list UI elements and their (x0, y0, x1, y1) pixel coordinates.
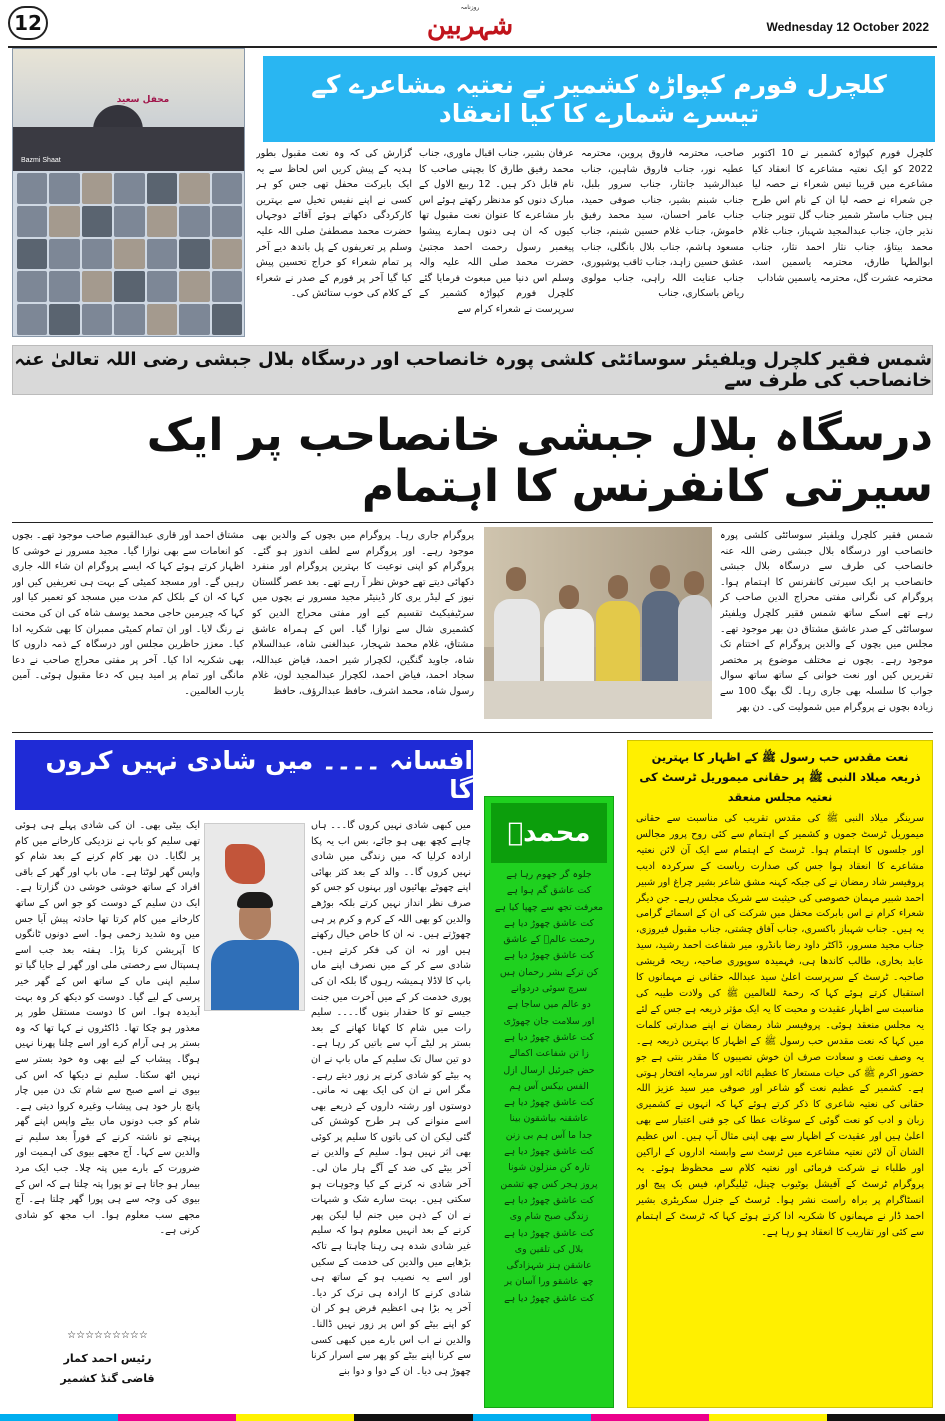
footer-color-bar (0, 1414, 945, 1421)
naat-poem-line: زندگی صبح شام وی (509, 1211, 589, 1223)
fiction-author: رئیس احمد کمار (63, 1352, 152, 1365)
naat-poem-title: محمدؐ (491, 803, 607, 863)
page-number: 12 (8, 6, 48, 40)
story2-bottom-rule (12, 732, 933, 733)
naat-poem-line: جدا ما آس ہم بی زنن (505, 1129, 593, 1141)
naat-poem-line: رحمت عالمؐ کے عاشق (503, 934, 595, 946)
naat-poem-line: تارہ کن منزلون شونا (508, 1162, 590, 1174)
naat-poem-line: کت عاشق چھوڑ دیا ہے (504, 1292, 594, 1304)
poster-mosque (13, 127, 244, 171)
naat-poem-line: چھ عاشقو ورا آسان یر (504, 1276, 594, 1288)
naat-poem-line: دو عالم میں ساجا ہے (507, 999, 591, 1011)
naat-poem-line: عاشقنہ بیاشقون بینا (509, 1113, 589, 1125)
naat-poem-line: کت عاشق چھوڑ دیا ہے (504, 1031, 594, 1043)
author-photo (204, 823, 305, 1011)
story2-column-2: پروگرام جاری رہا۔ پروگرام میں بچوں کے والدین بھی موجود رہے۔ اور پروگرام سے لطف اندوز ہو گئے۔ پروگرام کو اپنی نوعیت کا بہترین پروگرام اور منفرد دکھائی دیتے تھے خوش نظر آ رہے تھے۔ بعد عصر گلستان نیوز کے لیڈر یری کار ڈینیٹر مجید مسرور نے بچوں میں سرٹیفیکیٹ تقسیم کیے اور مفتی محراج الدین کو کشمیری شال سے نوازا گیا۔ اس کے ہمراہ عاشق مشتاق، غلام محمد شہجار، عبدالغنی شاہ، عبدالسلام شاہ، جاوید گنگین، لکچرار شیر احمد، فیاض عبداللہ، سجاد احمد، فیاض احمد، لکچرار عبدالمجید لون، غلام رسول شاہ، محمد اشرف، حافظ عبدالرؤف، حافظ (252, 530, 474, 697)
story2-rule (12, 522, 933, 523)
photo-hair (237, 892, 273, 908)
fiction-headline: افسانہ ۔۔۔۔ میں شادی نہیں کروں گا (15, 740, 473, 810)
fiction-column-1: میں کبھی شادی نہیں کروں گا۔۔۔ ہاں چاہے کچھ بھی ہو جائے، بس اب یہ پکا ارادہ کرلیا کہ میں زندگی میں شادی نہیں کروں گا۔۔ والد کے بعد کثر بھائی اپنے چھوٹے بھائیوں اور بہنوں کو جس کو صرف نظر انداز نہیں کرتے بلکہ بوڑھے والدین کو بھی اللہ کے کرم و کرم پر ہی چھوڑتے ہیں۔ نہ ان کا خاص خیال رکھتے ہیں اور نہ ان کی فکر کرتے ہیں۔ شادی سے کر کے میں نصرف اپنے ماں باپ کا لاڈلا ہمیشہ رہوں گا بلکہ ان کی پوری خدمت کر کے میں آخرت میں جنت جیسے تو کا حقدار بنوں گا۔۔۔۔ سلیم رات میں شام کا کھانا کھانے کے بعد بستر پر لیٹے آپ سے باتیں کر رہا ہے۔ دو تین سال تک سلیم کے ماں باپ نے ان پہ بیٹے کو شادی کرنے پر زور دیتے رہے۔ مگر اس نے ان کی ایک بھی نہ مانی۔ دوستوں اور رشتہ داروں کے ذریعے بھی اسے منوانے کی ہر طرح کوشش کی گئی لیکن ان کی باتوں کا سلیم پر کوئی بھی اثر نہیں ہوا۔ سلیم کے والدین نے آخر بیٹے کی ضد کے آگے ہار مان لی۔ آخر شادی نہ کرنے کے کیا وجوہات ہو سکتی ہیں۔ بہت سارے شک و شبہات نے ان کے ذہن میں جنم لیا لیکن پھر کرنے کے بعد انہیں معلوم ہوا کہ سلیم غیر شادی شدہ ہی رہنا چاہتا ہے تاکہ بڑھاپے میں والدین کی خدمت کے سکیں اور اسے یہ نصیب ہو کے ساتھ ہی شادی کرنے کا ارادہ ہی ترک کر دیا۔ آخر یہ بڑا ہی اعظیم فرض ہو کر ان کو اپنے بیٹے کو اس پر زور نہیں ڈالنا۔ والدین نے اب اس بارے میں کبھی کسی سے کرنا اپنے بیٹے کو پھر سے اسرار کرنا چھوڑ ہی دیا۔ ان کے دوا و دوا بنے (311, 820, 471, 1377)
naat-poem-line: جلوہ گر جھوم رہا ہے (506, 869, 592, 880)
naat-poem-line: کت عاشق چھوڑ دیا ہے (504, 1146, 594, 1158)
naat-poem-line: کت عاشق گم ہوا ہے (506, 885, 592, 897)
story1-headline: کلچرل فورم کپواڑہ کشمیر نے نعتیہ مشاعرے کے تیسرے شمارے کا کیا انعقاد (263, 56, 935, 142)
poster-title: محفل سعید (116, 95, 170, 105)
masthead (410, 4, 530, 44)
naat-poem-line: بلال کی تلقین وی (514, 1243, 584, 1255)
haqani-trust-headline: نعت مقدس حب رسول ﷺ کے اظہار کا بہترین ذریعہ میلاد النبی ﷺ پر حقانی میموریل ٹرسٹ کی نعتیہ مجلس منعقد (639, 750, 921, 804)
naat-poem-line: کت عاشق چھوڑ دیا ہے (504, 1097, 594, 1109)
naat-poem-line: معرفت تجھ سے چھپا کیا ہے (494, 901, 604, 913)
fiction-author-place: قاضی گنڈ کشمیر (60, 1372, 155, 1385)
story1-column-4: گزارش کی کہ وہ نعت مقبول بطور ہدیہ کے پیش کریں اس لحاظ سے یہ ایک بابرکت محفل تھی جس کو ہر کسی نے اپنے نفیس تخیل سے بہترین کارکردگی دکھاتے ہوئے آقائے دوجہاں حضرت محمد مصطفیٰ صلی اللہ علیہ وسلم پر تعریفوں کے پل باندھ دیے آخر پر تمام شعراء کو خراج تحسین پیش کیا گیا آخر پر فورم کے صدر نے شعراء کے کلام کی خوب ستائش کی۔ (256, 148, 412, 300)
story2-headline: درسگاہ بلال جبشی خانصاحب پر ایک سیرتی کانفرنس کا اہتمام (146, 410, 933, 512)
naat-poem-line: عاشقن ہنز شہزادگی (506, 1260, 592, 1272)
photo-map-decoration (225, 844, 265, 884)
naat-poem-line: اور سلامت جان چھوڑی (503, 1015, 595, 1027)
photo-floor (484, 681, 712, 719)
naat-poem-line: پروز ہجر کس چھ تشمن (500, 1178, 598, 1190)
issue-date: Wednesday 12 October 2022 (766, 20, 929, 34)
fiction-column-2: ایک بیٹی بھی۔ ان کی شادی پہلے ہی ہوئی تھی سلیم کو باپ نے نزدیکی کارخانے میں کام پر لگایا۔ دن بھر کام کرنے کے بعد شام کو واپس گھر لوٹتا ہے۔ ماں باپ اور گھر کے باقی افراد کے ساتھ خوشی خوشی دن گزارتا ہے۔ ایک دن سلیم کے دوست کو جو اس کے ساتھ کارخانے میں کام کرتا تھا حادثہ پیش آیا جس میں وہ شدید زخمی ہوا۔ اسے دونوں ٹانگوں کا آپریشن کرنا پڑا۔ ہفتہ بعد جب اسے ہسپتال سے رخصتی ملی اور گھر لے جایا گیا تو سلیم اپنی ماں کے ساتھ اس کے گھر خیر پرسی کے لیے گیا۔ دوست کو دیکھ کر وہ بہت آبدیدہ ہوا۔ اس کا دوست مستقل طور پر معذور ہو چکا تھا۔ ڈاکٹروں نے کہا تھا کہ وہ بستر پر ہی آرام کرے اور اسے چلنا پھرنا نہیں ہوگا۔ پیشاب کے لیے بھی وہ خود بستر سے نہیں اٹھ سکتا۔ سلیم نے دیکھا کہ اس کی بیوی نے اسے صبح سے شام تک دن میں چار پانچ بار خود ہی پیشاب وغیرہ کروا دیتی ہے۔ شام کو جب دونوں ماں بیٹے واپس اپنے گھر پہنچے تو ناشتہ کرنے کے فوراً بعد سلیم نے والدین سے کہا۔ آج مجھے بیوی کی اہمیت اور ضرورت کے بارے میں پتہ چلا۔ جب ایک مرد بیمار ہو جاتا ہے تو پورا پتہ چلتا ہے کہ اس کے بیوی کی وجہ سے ہی پورا گھر چلتا ہے۔ آج مجھے سب معلوم ہوا۔ اب مجھ کو شادی کرنی ہے۔ (15, 820, 200, 1237)
naat-poem-line: الفس بیکس آس ہم (509, 1080, 589, 1092)
naat-poem-line: کت عاشق چھوڑ دیا ہے (504, 917, 594, 929)
photo-shirt (211, 940, 299, 1010)
masthead-tagline: روزنامہ (460, 4, 480, 11)
naat-poem-line: کت عاشق چھوڑ دیا ہے (504, 950, 594, 962)
story2-column-3: مشتاق احمد اور قاری عبدالقیوم صاحب موجود تھے۔ بچوں کو انعامات سے بھی نوازا گیا۔ مجید مسرور نے خوشی کا اظہار کرتے ہوئے کہا کہ ایسے پروگرام ان شاء اللہ جاری رہیں گے۔ اور مسجد کمیٹی کے بہت ہی تعریفیں کیں اور کہا کہ ان کے بلکل کم مدت میں مسجد کو تعمیر کیا اور کہا کہ چیرمین حاجی محمد یوسف شاہ کی ان کی محنت نے رنگ لایا۔ اور ان تمام کمیٹی ممبران کا بھی شکریہ ادا کیا۔ معزز حاظرین مجلس اور درسگاہ کے ذمہ داروں کا بھی شکریہ ادا کیا۔ آخر پر مفتی محراج صاحب نے دعا مانگی اور تمام پر امید ہیں کہ دعا مقبول ہوئی۔ آمین یارب العالمین۔ (12, 530, 244, 697)
naat-poem-line: حض جبرئیل ارسال ازل (503, 1064, 595, 1076)
naat-poem-line: کت عاشق چھوڑ دیا ہے (504, 1227, 594, 1239)
story2-subhead: شمس فقیر کلچرل ویلفیئر سوسائٹی کلشی پورہ خانصاحب اور درسگاہ بلال جبشی رضی اللہ تعالیٰ عنہ خانصاحب کی طرف سے (12, 345, 933, 395)
story1-column-3: عرفان بشیر، جناب اقبال ماوری، جناب محمد رفیق طارق کا بچپنی صاحب کا نام قابل ذکر ہیں۔ 12 ربیع الاول کے مبارک دنوں کو مدنظر رکھتے ہوئے اس بار مشاعرے کا عنوان نعت مقبول تھا کیوں کہ ان ہی دنوں ہمارے پیشوا پیغمبر رسول رحمت احمد مجتبیٰ حضرت محمد صلی اللہ علیہ والہ وسلم اس دنیا میں مبعوث فرمایا گئے کلچرل فورم کپواڑہ کشمیر کے سرپرست نے شعراء کرام سے (419, 148, 574, 315)
naat-poem-line: سرچ سوئی دردوانے (510, 983, 588, 995)
story1-column-1: کلچرل فورم کپواڑہ کشمیر نے 10 اکتوبر 2022 کو ایک نعتیہ مشاعرے کا انعقاد کیا مشاعرے میں قریبا تیس شعراء نے حصہ لیا جن شعراء نے حصہ لیا ان کے نام اس طرح ہیں جناب ماسٹر شمیر جناب گل تنویر جناب نذیر جان، جناب عبدالمجید شہباز، جناب غلام محمد بیتاؤ، جناب نثار احمد نثار، جناب ابوالطہا طارق، محترمہ یاسمین اسد، محترمہ عشرت گل، محترمہ یاسمین شاداب (752, 148, 933, 284)
haqani-trust-column (627, 740, 933, 1408)
poster-photo-grid (17, 173, 242, 335)
haqani-trust-body: سرینگر میلاد النبی ﷺ کی مقدس تقریب کی مناسبت سے حقانی میموریل ٹرسٹ جموں و کشمیر کے اہتمام سے کئی روح پرور مجالس اور جلسوں کا اہتمام ہوا۔ ٹرسٹ کے اہتمام سے ایک آن لائن نعتیہ مشاعرے کا انعقاد ہوا جس کی صدارت ریاست کے سرکردہ ادیب پروفیسر شاد رمضان نے کی جبکہ کہنہ مشق شاعر بشیر چراغ اور شبیر احمد شبیر مہمان خصوصی کی حیثیت سے شریک مجلس رہے۔ جن دیگر شعراء کرام نے اس بابرکت محفل میں شرکت کی ان کے اسمائے گرامی یہ ہیں۔ جناب شہباز باکسری، جناب آفاق چشتی، جناب مقبول فیروزی، جناب مجید مسرور، ڈاکٹر داود رضا بانڈرو، میر شفاعت احمد رشید، سید عابد بخاری، طالب کاندھا ہی، فہمیدہ سوپوری صاحبہ، ریحہ قریشی صاحبہ۔ ٹرسٹ کے سرپرست اعلیٰ سید عبداللہ حقانی نے مہمانوں کا استقبال کرتے ہوئے کہا کہ رحمۃ للعالمین ﷺ کی ولادت طیبہ کی مناسبت سے اظہار عقیدت و محبت کا یہ ایک مؤثر ذریعہ ہے جس کے لئے یہ مجلس منعقد ہوئی۔ پروفیسر شاد رمضان نے اپنے صدارتی کلمات میں کہا کہ نعت مقدس حب رسول ﷺ کے اظہار کا بہترین ذریعہ ہے۔ یہ وصف نعت و سعادت صرف ان خوش نصیبوں کا مقدر بنتی ہے جو حضور اکرم ﷺ کی حیات مستعار کا عظیم اثاثہ اور سرمایہ افتخار ہوتی ہے۔ کشمیر کے عظیم نعت گو شاعر اور صوفی میر سید عزیز اللہ حقانی کی نعتیہ شاعری کا ذکر کرتے ہوئے کہا کہ انہوں نے کشمیری زبان و ادب کو نعت گوئی کے سوغات عطا کی جو فنی اعتبار سے بھی اعلیٰ ہیں اور عقیدت کے اظہار سے بھی اپنی مثال آپ ہیں۔ اس عظیم الشان آن لائن نعتیہ مشاعرے میں ٹرسٹ سے وابستہ اداروں کے اراکین اور طلباء نے شرکت فرمائی اور نعتیہ کلام سے محظوظ ہوئے۔ یہ پروگرام ٹرسٹ کے آفیشل یوٹیوب چینل، ٹیلیگرام، فیس بک پیج اور انسٹاگرام پر براہ راست نشر ہوا۔ ٹرسٹ کے جنرل سکریٹری بشیر احمد ڈار نے مہمانوں کا شکریہ ادا کرتے ہوئے کہا کہ ٹرسٹ کے اہتمام سے کئی اور تقاریب کا انعقاد ہو رہا ہے۔ (636, 813, 924, 1238)
naat-poem-line: زا تن شفاعت اکمالے (509, 1048, 589, 1060)
masthead-logo: شہربین (426, 11, 514, 41)
naat-poem-lines (491, 867, 607, 1307)
poster-caption: Bazmi Shaat (21, 157, 61, 164)
story2-column-1: شمس فقیر کلچرل ویلفیئر سوسائٹی کلشی پورہ خانصاحب اور درسگاہ بلال جبشی رضی اللہ عنہ خانصاحب کی طرف سے درسگاہ بلال جبشی خانصاحب پر ایک سیرتی کانفرنس کا اہتمام ہوا۔ پروگرام کی نگرانی مفتی محراج الدین صاحب کر رہے تھے اسکے ساتھ شمس فقیر کلچرل ویلفیئر سوسائٹی کے صدر عاشق مشتاق دن بھر موجود تھے۔ مجلس میں بچوں کے والدین پروگرام کے اختتام تک موجود رہے۔ بچوں نے مختلف موضوع پر مختصر تقریریں کیں اور نعت خوانی کے ساتھ ساتھ سوال جواب کا سلسلہ بھی جاری رہا۔ لگ بھگ 100 سے زیادہ بچوں نے پروگرام میں شمولیت کی۔ دن بھر (720, 530, 933, 713)
fiction-stars: ☆☆☆☆☆☆☆☆☆ (67, 1330, 148, 1341)
story1-column-2: صاحب، محترمہ فاروق پروین، محترمہ عطیہ نور، جناب فاروق شاہین، جناب عبدالرشید جانثار، جناب سرور بلبل، جناب شبنم بشیر، جناب صوفی حمید، جناب عامر احسان، سید محمد رفیق خاموش، جناب غلام حسین شبنم، جناب مسعود ہاشم، جناب بلال بانگلی، جناب عشق حسین زاہد، جناب ثاقب پوشپوری، جناب عنایت اللہ راہی، جناب مولوی ریاض باسکاری، جناب (581, 148, 744, 300)
naat-poem-line: کت عاشق چھوڑ دیا ہے (504, 1194, 594, 1206)
naat-poem-line: کن ترکے بشر رحمان ہیں (499, 966, 599, 978)
naat-poem-column (484, 796, 614, 1408)
mushaira-poster (12, 48, 245, 337)
conference-photo (484, 527, 712, 719)
